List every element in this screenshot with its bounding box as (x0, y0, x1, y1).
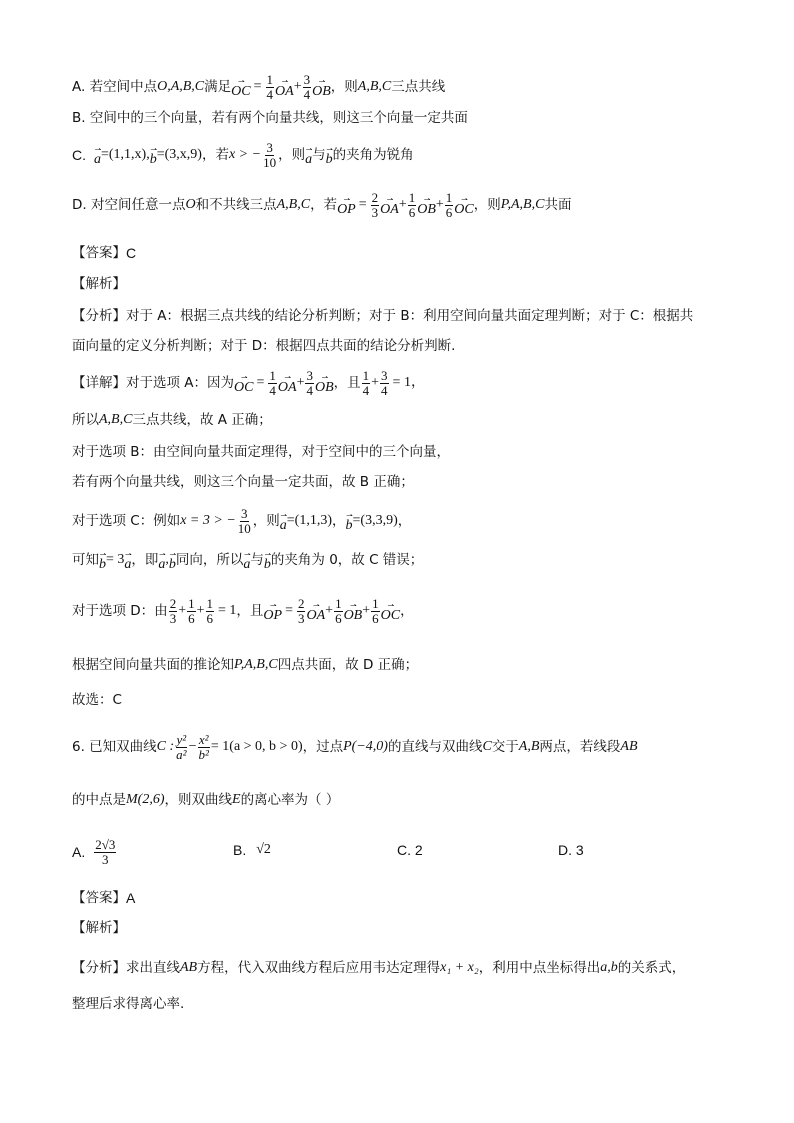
vector-oc: ⇀ OC (234, 372, 254, 395)
q5-fenxi-line1 (72, 306, 754, 326)
vector-ob: ⇀ OB (343, 600, 363, 623)
answer-value: A (126, 890, 136, 906)
detail-text: 的夹角为 0，故 C 错误； (270, 552, 424, 568)
sum-expression: x₁ + x₂ (440, 960, 479, 975)
detail-text: 对于选项 C：例如 (72, 513, 181, 529)
condition: x = 3 > − (180, 513, 236, 528)
q5-detail-c (72, 504, 754, 538)
vector-a: ⇀ a (124, 549, 132, 572)
detail-text: 与 (250, 552, 264, 568)
vector-a-value: =(1,1,x), (101, 147, 150, 162)
vector-a: ⇀ a (94, 144, 101, 167)
q5-detail-d2 (72, 655, 754, 675)
q5-option-b: B. 空间中的三个向量，若有两个向量共线，则这三个向量一定共面 (72, 110, 468, 126)
detail-text: ， (400, 603, 414, 619)
fraction-1-4: $\frac{1}{4}$ (269, 367, 276, 398)
option-c-text: 的夹角为锐角 (332, 147, 414, 163)
q6-stem-line1 (72, 728, 754, 766)
q5-option-d (72, 188, 754, 222)
fenxi-text: 求出直线 (126, 960, 180, 976)
option-d-text: ，则 (473, 197, 501, 213)
q5-detail-c2 (72, 548, 754, 572)
vector-oc: ⇀ OC (454, 194, 474, 217)
points-label: A,B (518, 739, 540, 754)
fraction-2sqrt3-3: $\frac{2√3}{3}$ (95, 836, 116, 867)
vector-oa: ⇀ OA (277, 372, 297, 395)
option-a-text: 三点共线 (391, 79, 446, 95)
option-d-text: D. 对空间任意一点 (72, 197, 186, 213)
q6-choice-d: D. 3 (558, 842, 584, 858)
option-c-text: 与 (312, 147, 326, 163)
answer-label: 【答案】 (72, 890, 126, 906)
plus-sign: + (296, 375, 305, 390)
vector-ob: ⇀ OB (312, 76, 331, 99)
choice-value: √2 (256, 842, 271, 857)
vector-b: ⇀ b (325, 144, 333, 167)
fraction-2-3: $\frac{2}{3}$ (371, 189, 379, 220)
vector-oc: ⇀ OC (380, 600, 401, 623)
detail-text: ， (397, 513, 412, 529)
option-d-text: 和不共线三点 (195, 197, 277, 213)
detail-text: 同向，所以 (175, 552, 244, 568)
equals-sign: = (256, 375, 265, 390)
fraction-2-3: $\frac{2}{3}$ (169, 595, 177, 626)
curve-name: E (232, 792, 241, 807)
curve-name: C : (156, 739, 175, 754)
q5-choose: 故选：C (72, 692, 122, 708)
option-a-text: 满足 (204, 79, 232, 95)
answer-value: C (126, 245, 137, 261)
q6-fenxi-line2: 整理后求得离心率. (72, 996, 185, 1012)
q6-choice-b (233, 842, 271, 858)
option-d-text: ，若 (310, 197, 338, 213)
vector-b: ⇀ b (168, 549, 176, 572)
q5-analysis-label: 【解析】 (72, 276, 126, 292)
detail-text: = 1， (392, 375, 425, 390)
fenxi-text: ，利用中点坐标得出 (478, 960, 601, 976)
vector-ob: ⇀ OB (417, 194, 436, 217)
fraction-1-6: $\frac{1}{6}$ (188, 595, 195, 626)
detail-text: 三点共线，故 A 正确； (132, 412, 272, 428)
detail-text: 可知 (72, 552, 99, 568)
answer-label: 【答案】 (72, 245, 126, 261)
vector-b: ⇀ b (149, 144, 157, 167)
vector-b-value: =(3,3,9) (352, 513, 398, 528)
plus-sign: + (398, 197, 407, 212)
vector-b: ⇀ b (345, 510, 353, 533)
equals-sign: = (285, 603, 293, 618)
vector-a-value: =(1,1,3) (286, 513, 333, 528)
point-p: P(−4,0) (343, 739, 388, 754)
question-text: 的中点是 (72, 792, 126, 808)
q5-fenxi-line2: 面向量的定义分析判断；对于 D：根据四点共面的结论分析判断. (72, 338, 456, 354)
q5-detail-a2 (72, 410, 754, 430)
fraction-x2-b2: $\frac{\text{x²}}{\text{b²}}$ (198, 731, 209, 762)
question-text: ，过点 (302, 739, 344, 755)
vector-oa: ⇀ OA (275, 76, 294, 99)
vector-b: ⇀ b (263, 549, 271, 572)
points-label: A,B,C (276, 197, 311, 212)
vector-op: ⇀ OP (337, 194, 356, 217)
param-label: a,b (600, 960, 618, 975)
detail-text: ，即 (131, 552, 159, 568)
segment-label: AB (620, 739, 638, 754)
option-c-label: C. (72, 147, 86, 163)
question-text: 的离心率为（ ） (240, 792, 340, 808)
fraction-3-4: $\frac{3}{4}$ (303, 71, 311, 102)
points-label: A,B,C (99, 412, 133, 427)
vector-oa: ⇀ OA (380, 194, 399, 217)
fraction-2-3: $\frac{2}{3}$ (297, 595, 305, 626)
fraction-3-10: $\frac{3}{10}$ (263, 139, 277, 170)
fraction-1-6: $\frac{1}{6}$ (408, 189, 416, 220)
fraction-1-6: $\frac{1}{6}$ (445, 189, 453, 220)
fraction-1-4: $\frac{1}{4}$ (266, 71, 274, 102)
fraction-1-6: $\frac{1}{6}$ (335, 595, 342, 626)
equation: = 3 (106, 552, 125, 567)
fraction-3-4: $\frac{3}{4}$ (306, 367, 313, 398)
fenxi-text: 对于 A：根据三点共线的结论分析判断；对于 B：利用空间向量共面定理判断；对于 C：根据共 (126, 308, 694, 324)
vector-oa: ⇀ OA (306, 600, 326, 623)
minus-sign: − (188, 739, 197, 754)
q5-detail-d (72, 594, 754, 628)
q5-detail-a (72, 366, 754, 400)
vector-a: ⇀ a (158, 549, 166, 572)
fraction-3-10: $\frac{3}{10}$ (237, 505, 251, 536)
q6-choice-c: C. 2 (397, 842, 423, 858)
option-a-text: ，则 (330, 79, 358, 95)
q6-fenxi-line1 (72, 958, 754, 978)
fraction-3-4: $\frac{3}{4}$ (381, 367, 388, 398)
points-label: P,A,B,C (500, 197, 545, 212)
plus-sign: + (362, 603, 371, 618)
detail-text: 四点共面，故 D 正确； (277, 657, 419, 673)
fraction-1-4: $\frac{1}{4}$ (362, 367, 370, 398)
fenxi-text: 方程，代入双曲线方程后应用韦达定理得 (197, 960, 441, 976)
q5-option-a (72, 70, 754, 104)
vector-op: ⇀ OP (263, 600, 283, 623)
detail-text: 所以 (72, 412, 99, 428)
fenxi-label: 【分析】 (72, 960, 126, 976)
question-text: 的直线与双曲线 (387, 739, 483, 755)
vector-ob: ⇀ OB (314, 372, 334, 395)
xiangjie-label: 【详解】 (72, 375, 126, 391)
question-text: 两点，若线段 (539, 739, 621, 755)
fenxi-text: 的关系式， (617, 960, 686, 976)
plus-sign: + (178, 603, 187, 618)
vector-b: ⇀ b (99, 549, 106, 572)
equals-sign: = (358, 197, 367, 212)
detail-text: 对于选项 D：由 (72, 603, 168, 619)
plus-sign: + (435, 197, 444, 212)
point-m: M(2,6) (126, 792, 165, 807)
vector-oc: ⇀ OC (231, 76, 251, 99)
q6-answer (72, 888, 754, 908)
option-d-text: 共面 (544, 197, 572, 213)
q5-detail-b1: 对于选项 B：由空间向量共面定理得，对于空间中的三个向量， (72, 444, 451, 460)
points-label: O,A,B,C (157, 79, 205, 94)
choice-label: B. (233, 842, 247, 858)
choice-label: A. (72, 844, 86, 860)
q5-answer (72, 243, 754, 263)
plus-sign: + (325, 603, 334, 618)
fraction-1-6: $\frac{1}{6}$ (372, 595, 379, 626)
detail-text: ，则 (252, 513, 280, 529)
equation: = 1 (218, 603, 237, 618)
points-label: A,B,C (357, 79, 392, 94)
fenxi-label: 【分析】 (72, 308, 126, 324)
option-a-text: A. 若空间中点 (72, 79, 158, 95)
condition: = 1(a > 0, b > 0) (210, 739, 303, 754)
points-label: P,A,B,C (234, 657, 278, 672)
q5-detail-b2: 若有两个向量共线，则这三个向量一定共面，故 B 正确； (72, 474, 414, 490)
q6-stem-line2 (72, 790, 754, 810)
point-o: O (185, 197, 196, 212)
vector-b-value: =(3,x,9) (156, 147, 202, 162)
condition: x > − (228, 147, 262, 162)
option-c-text: ，则 (278, 147, 306, 163)
vector-a: ⇀ a (305, 144, 313, 167)
detail-text: ， (332, 513, 346, 529)
segment-label: AB (180, 960, 198, 975)
equals-sign: = (253, 79, 262, 94)
detail-text: ，且 (236, 603, 264, 619)
detail-text: ，且 (333, 375, 361, 391)
plus-sign: + (293, 79, 302, 94)
comma: , (165, 552, 169, 567)
q6-choice-a (72, 832, 117, 872)
plus-sign: + (196, 603, 205, 618)
curve-name: C (482, 739, 492, 754)
plus-sign: + (371, 375, 380, 390)
detail-text: 对于选项 A：因为 (126, 375, 235, 391)
question-text: ，则双曲线 (164, 792, 232, 808)
question-text: 交于 (491, 739, 519, 755)
vector-a: ⇀ a (243, 549, 251, 572)
option-c-text: ，若 (201, 147, 229, 163)
vector-a: ⇀ a (279, 510, 287, 533)
q5-option-c (72, 138, 754, 172)
question-text: 6. 已知双曲线 (72, 739, 157, 755)
fraction-y2-a2: $\frac{\text{y²}}{\text{a²}}$ (176, 731, 187, 762)
q6-analysis-label: 【解析】 (72, 920, 126, 936)
fraction-1-6: $\frac{1}{6}$ (206, 595, 213, 626)
detail-text: 根据空间向量共面的推论知 (72, 657, 234, 673)
